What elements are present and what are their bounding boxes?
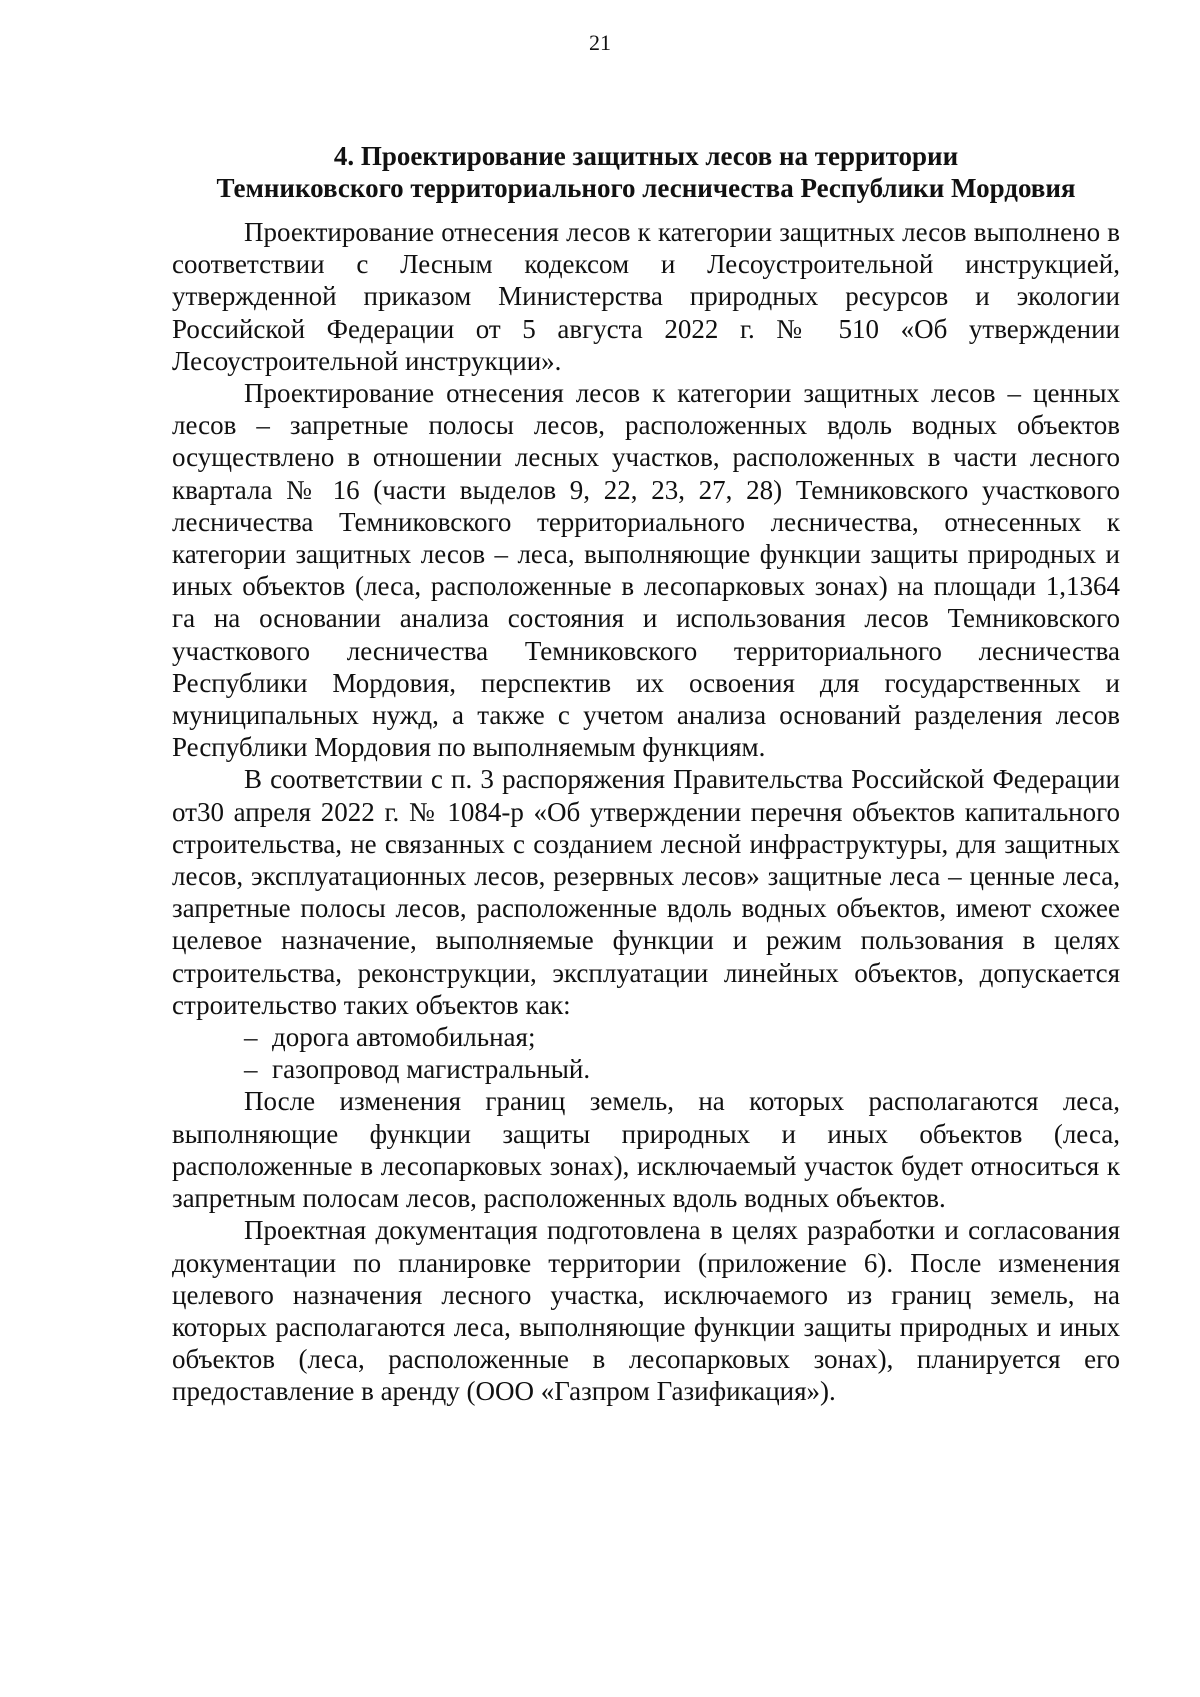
paragraph-1: Проектирование отнесения лесов к категории защитных лесов выполнено в соответствии с Лесным кодексом и Лесоустроительной инструкцией, утвержденной приказом Министерства природных ресурсов и экологии Российской Федерации от 5 августа 2022 г. № 510 «Об утверждении Лесоустроительной инструкции». xyxy=(172,217,1120,376)
page-number: 21 xyxy=(589,30,611,55)
list-item xyxy=(172,1053,1120,1085)
list-dash: – xyxy=(244,1022,258,1053)
paragraph-2: Проектирование отнесения лесов к категории защитных лесов – ценных лесов – запретные полосы лесов, расположенных вдоль водных объектов осуществлено в отношении лесных участков, расположенных в части лесного квартала № 16 (части выделов 9, 22, 23, 27, 28) Темниковского участкового лесничества Темниковского территориального лесничества, отнесенных к категории защитных лесов – леса, выполняющие функции защиты природных и иных объектов (леса, расположенные в лесопарковых зонах) на площади 1,1364 га на основании анализа состояния и использования лесов Темниковского участкового лесничества Темниковского территориального лесничества Республики Мордовия, перспектив их освоения для государственных и муниципальных нужд, а также с учетом анализа оснований разделения лесов Республики Мордовия по выполняемым функциям. xyxy=(172,378,1120,763)
object-list xyxy=(172,1021,1120,1085)
list-dash: – xyxy=(244,1054,258,1085)
section-heading-line-2: Темниковского территориального лесничества Республики Мордовия xyxy=(216,173,1076,203)
paragraph-3: В соответствии с п. 3 распоряжения Правительства Российской Федерации от30 апреля 2022 г. № 1084-р «Об утверждении перечня объектов капитального строительства, не связанных с созданием лесной инфраструктуры, для защитных лесов, эксплуатационных лесов, резервных лесов» защитные леса – ценные леса, запретные полосы лесов, расположенные вдоль водных объектов, имеют схожее целевое назначение, выполняемые функции и режим пользования в целях строительства, реконструкции, эксплуатации линейных объектов, допускается строительство таких объектов как: xyxy=(172,764,1120,1020)
list-item-text: газопровод магистральный. xyxy=(272,1054,591,1085)
section-heading-line-1: 4. Проектирование защитных лесов на территории xyxy=(333,141,959,171)
paragraph-5: Проектная документация подготовлена в целях разработки и согласования документации по планировке территории (приложение 6). После изменения целевого назначения лесного участка, исключаемого из границ земель, на которых располагаются леса, выполняющие функции защиты природных и иных объектов (леса, расположенные в лесопарковых зонах), планируется его предоставление в аренду (ООО «Газпром Газификация»). xyxy=(172,1215,1120,1407)
list-item-text: дорога автомобильная; xyxy=(272,1022,536,1053)
paragraph-4: После изменения границ земель, на которых располагаются леса, выполняющие функции защиты природных и иных объектов (леса, расположенные в лесопарковых зонах), исключаемый участок будет относиться к запретным полосам лесов, расположенных вдоль водных объектов. xyxy=(172,1086,1120,1214)
list-item xyxy=(172,1021,1120,1053)
section-heading xyxy=(172,140,1120,204)
page-content xyxy=(172,140,1120,1408)
